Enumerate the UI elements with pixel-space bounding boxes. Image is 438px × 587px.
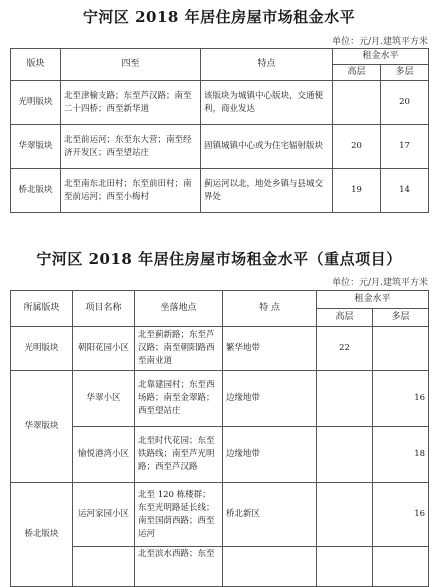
header-rent: 租金水平 [333, 49, 429, 65]
row-features: 固镇城镇中心或为住宅辐射版块 [201, 125, 333, 169]
row-location: 北至蓟新路；东至芦汉路；南至朝阳路西至南业道 [135, 327, 223, 371]
row-area: 光明版块 [11, 81, 61, 125]
row-features: 蓟运河以北，地处乡镇与县城交界处 [201, 169, 333, 213]
row-high [317, 427, 373, 483]
header-area: 版块 [11, 49, 61, 81]
row-location: 北至 120 栋楼群；东至光明路延长线；南至国荫西路；西至运河 [135, 483, 223, 547]
row-high: 19 [333, 169, 381, 213]
row-location: 北至时代花园；东至铁路线；南至芦光明路；西至芦汉路 [135, 427, 223, 483]
row-location: 北靠建园村；东至西场路；南至金翠路；西至望站庄 [135, 371, 223, 427]
row-features: 繁华地带 [223, 327, 317, 371]
table2-unit: 单位：元/月.建筑平方米 [332, 278, 428, 288]
row-bounds: 北至津榆支路；东至芦汉路；南至二十四桥；西至新华道 [61, 81, 201, 125]
table-row [11, 169, 429, 213]
table-row [11, 427, 429, 483]
table1-title: 宁河区 2018 年居住房屋市场租金水平 [82, 8, 356, 26]
table2 [10, 290, 429, 587]
header-features: 特 点 [223, 291, 317, 327]
row-multi: 18 [373, 427, 429, 483]
table-row [11, 371, 429, 427]
row-high [317, 483, 373, 547]
row-features: 该版块为城镇中心版块，交通便利，商业发达 [201, 81, 333, 125]
row-project: 华翠小区 [73, 371, 135, 427]
table2-title: 宁河区 2018 年居住房屋市场租金水平（重点项目） [36, 250, 402, 268]
row-area: 华翠版块 [11, 371, 73, 483]
header-project: 项目名称 [73, 291, 135, 327]
row-high: 22 [317, 327, 373, 371]
row-multi: 20 [381, 81, 429, 125]
row-high: 20 [333, 125, 381, 169]
row-project: 朝阳花园小区 [73, 327, 135, 371]
row-area: 桥北版块 [11, 483, 73, 587]
row-high [317, 547, 373, 587]
row-project: 愉悦港湾小区 [73, 427, 135, 483]
table-row [11, 81, 429, 125]
row-features: 桥北新区 [223, 483, 317, 547]
header-area: 所属版块 [11, 291, 73, 327]
row-high [333, 81, 381, 125]
table1 [10, 48, 429, 213]
table-row [11, 547, 429, 587]
row-project: 运河家园小区 [73, 483, 135, 547]
header-features: 特点 [201, 49, 333, 81]
table1-unit: 单位：元/月.建筑平方米 [332, 37, 428, 47]
row-multi: 16 [373, 483, 429, 547]
header-rent: 租金水平 [317, 291, 429, 309]
header-high: 高层 [333, 65, 381, 81]
header-multi: 多层 [373, 309, 429, 327]
row-high [317, 371, 373, 427]
row-location: 北至滨水西路；东至 [135, 547, 223, 587]
row-area: 华翠版块 [11, 125, 61, 169]
row-bounds: 北至南东北田村；东至前田村；南至前运河；西至小梅村 [61, 169, 201, 213]
header-high: 高层 [317, 309, 373, 327]
row-features: 边缘地带 [223, 427, 317, 483]
row-project [73, 547, 135, 587]
row-multi [373, 327, 429, 371]
row-features: 边缘地带 [223, 371, 317, 427]
row-features [223, 547, 317, 587]
row-multi: 17 [381, 125, 429, 169]
row-multi [373, 547, 429, 587]
table-row [11, 483, 429, 547]
row-multi: 16 [373, 371, 429, 427]
row-bounds: 北至前运河；东至东大营；南至经济开发区；西至望站庄 [61, 125, 201, 169]
header-bounds: 四至 [61, 49, 201, 81]
table-row [11, 327, 429, 371]
row-multi: 14 [381, 169, 429, 213]
header-location: 坐落地点 [135, 291, 223, 327]
header-multi: 多层 [381, 65, 429, 81]
table-row [11, 125, 429, 169]
row-area: 光明版块 [11, 327, 73, 371]
row-area: 桥北版块 [11, 169, 61, 213]
